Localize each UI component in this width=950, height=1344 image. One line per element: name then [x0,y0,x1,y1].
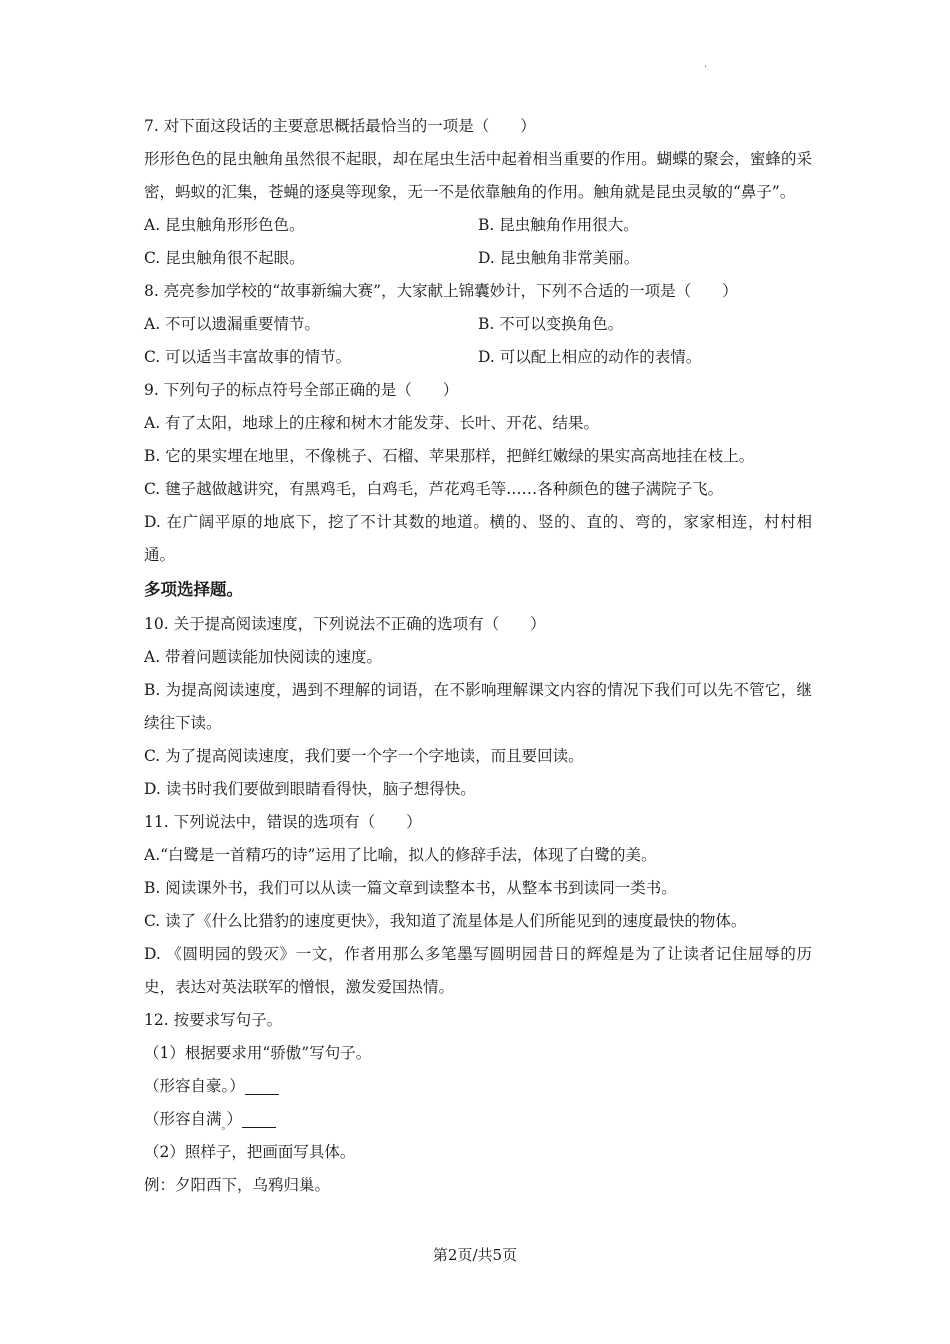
section-heading-multiple-choice: 多项选择题。 [144,580,243,599]
q10-option-a: A. 带着问题读能加快阅读的速度。 [144,648,383,666]
q8-option-a: A. 不可以遗漏重要情节。 [144,315,321,333]
q9-stem: 9. 下列句子的标点符号全部正确的是（ ） [144,381,459,399]
q12-part-2: （2）照样子，把画面写具体。 [144,1143,356,1161]
q7-passage: 形形色色的昆虫触角虽然很不起眼，却在尾虫生活中起着相当重要的作用。蝴蝶的聚会，蜜蜂的采密，蚂蚁的汇集，苍蝇的逐臭等现象，无一不是依靠触角的作用。触角就是昆虫灵敏的“鼻子”。 [144,150,812,201]
q12-part-1-line-b [144,1103,812,1136]
header-mark: · [704,62,708,73]
q12-part-1: （1）根据要求用“骄傲”写句子。 [144,1044,372,1062]
q8-option-d: D. 可以配上相应的动作的表情。 [478,348,702,366]
q7-option-d: D. 昆虫触角非常美丽。 [478,249,640,267]
page-content [144,110,812,1202]
q7-options-row-1 [144,209,812,242]
q12-part-1-prompt-a: （形容自豪。） [144,1077,245,1095]
q12-part-1-prompt-b-mark: 。 [221,1121,227,1132]
q10-option-b: B. 为提高阅读速度，遇到不理解的词语，在不影响理解课文内容的情况下我们可以先不管它，继续往下读。 [144,681,812,732]
answer-blank-b[interactable] [242,1109,276,1128]
page-number: 第2页/共5页 [432,1246,518,1264]
q12-stem: 12. 按要求写句子。 [144,1011,283,1029]
q7-option-b: B. 昆虫触角作用很大。 [478,216,639,234]
q7-option-a: A. 昆虫触角形形色色。 [144,216,305,234]
q10-option-c: C. 为了提高阅读速度，我们要一个字一个字地读，而且要回读。 [144,747,584,765]
q12-part-1-prompt-b: （形容自满 [144,1110,222,1128]
q7-stem: 7. 对下面这段话的主要意思概括最恰当的一项是（ ） [144,117,536,135]
q11-option-d: D. 《圆明园的毁灭》一文，作者用那么多笔墨写圆明园昔日的辉煌是为了让读者记住屈辱的历史，表达对英法联军的憎恨，激发爱国热情。 [144,945,812,996]
q11-option-b: B. 阅读课外书，我们可以从读一篇文章到读整本书，从整本书到读同一类书。 [144,879,677,897]
q8-stem: 8. 亮亮参加学校的“故事新编大赛”，大家献上锦囊妙计，下列不合适的一项是（ ） [144,282,738,300]
q8-options-row-2 [144,341,812,374]
q8-option-c: C. 可以适当丰富故事的情节。 [144,348,352,366]
q10-stem: 10. 关于提高阅读速度，下列说法不正确的选项有（ ） [144,615,546,633]
q11-option-a: A.“白鹭是一首精巧的诗”运用了比喻，拟人的修辞手法，体现了白鹭的美。 [144,846,657,864]
q12-example: 例：夕阳西下，乌鸦归巢。 [144,1176,331,1194]
q12-part-1-prompt-b-close: ） [226,1110,243,1128]
q7-option-c: C. 昆虫触角很不起眼。 [144,249,305,267]
q11-option-c: C. 读了《什么比猎豹的速度更快》，我知道了流星体是人们所能见到的速度最快的物体。 [144,912,747,930]
q9-option-b: B. 它的果实埋在地里，不像桃子、石榴、苹果那样，把鲜红嫩绿的果实高高地挂在枝上。 [144,447,755,465]
answer-blank-a[interactable] [245,1076,279,1095]
q11-stem: 11. 下列说法中，错误的选项有（ ） [144,813,422,831]
q7-options-row-2 [144,242,812,275]
q9-option-a: A. 有了太阳，地球上的庄稼和树木才能发芽、长叶、开花、结果。 [144,414,600,432]
q9-option-d: D. 在广阔平原的地底下，挖了不计其数的地道。横的、竖的、直的、弯的，家家相连，村村相通。 [144,513,812,564]
q8-options-row-1 [144,308,812,341]
q8-option-b: B. 不可以变换角色。 [478,315,624,333]
q10-option-d: D. 读书时我们要做到眼睛看得快，脑子想得快。 [144,780,476,798]
q9-option-c: C. 毽子越做越讲究，有黑鸡毛，白鸡毛，芦花鸡毛等……各种颜色的毽子满院子飞。 [144,480,724,498]
q12-part-1-line-a [144,1070,812,1103]
